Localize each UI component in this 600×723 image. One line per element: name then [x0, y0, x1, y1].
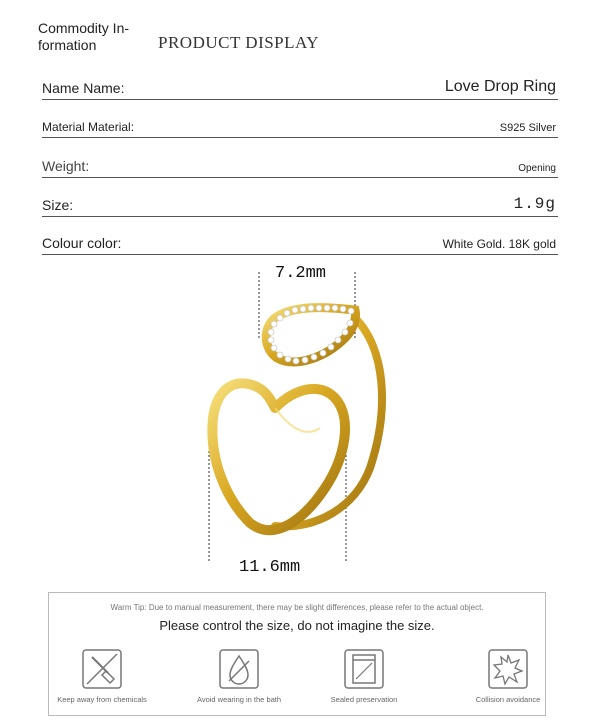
- care-item-sealed: [309, 649, 419, 709]
- care-label: Sealed preservation: [330, 695, 398, 704]
- spec-label: Colour color:: [42, 235, 122, 251]
- dimension-bottom-label: 11.6mm: [239, 558, 301, 577]
- spec-value: White Gold. 18K gold: [442, 237, 556, 251]
- care-item-chemicals: [47, 649, 157, 709]
- spec-label: Size:: [42, 197, 74, 213]
- header: [38, 20, 558, 60]
- warm-tip-text: Warm Tip: Due to manual measurement, there may be slight differences, please refer to the actual object.: [110, 603, 484, 612]
- spec-row-name: [42, 70, 558, 100]
- spec-label: Weight:: [42, 158, 90, 174]
- dimension-top-label: 7.2mm: [275, 264, 327, 283]
- size-reminder-text: Please control the size, do not imagine the size.: [159, 618, 435, 633]
- spec-label: Name Name:: [42, 80, 125, 96]
- commodity-title-line1: Commodity In-: [38, 20, 130, 36]
- care-label: Avoid wearing in the bath: [196, 695, 282, 704]
- care-item-collision: [453, 649, 563, 709]
- care-label: Keep away from chemicals: [57, 695, 147, 704]
- ring-illustration: [195, 258, 405, 588]
- care-item-bath: [184, 649, 294, 709]
- water-drop-icon: [219, 649, 259, 689]
- spec-row-weight: [42, 150, 558, 178]
- commodity-information-title: [38, 20, 148, 54]
- product-display-title: PRODUCT DISPLAY: [158, 33, 320, 52]
- spec-row-colour: [42, 228, 558, 255]
- sealed-bag-icon: [344, 649, 384, 689]
- spec-row-size: [42, 190, 558, 217]
- spec-label: Material Material:: [42, 120, 135, 134]
- spec-value: Love Drop Ring: [444, 78, 556, 95]
- spec-row-material: [42, 112, 558, 138]
- ring-product-image: [195, 258, 405, 588]
- spec-value: 1.9g: [513, 195, 556, 213]
- care-label: Collision avoidance: [475, 695, 541, 704]
- brush-icon: [82, 649, 122, 689]
- care-tips-box: [48, 592, 546, 716]
- spec-value: S925 Silver: [499, 122, 556, 134]
- commodity-title-line2: formation: [38, 37, 97, 53]
- heart-loop: [212, 383, 345, 530]
- collision-icon: [488, 649, 528, 689]
- spec-value: Opening: [518, 163, 556, 174]
